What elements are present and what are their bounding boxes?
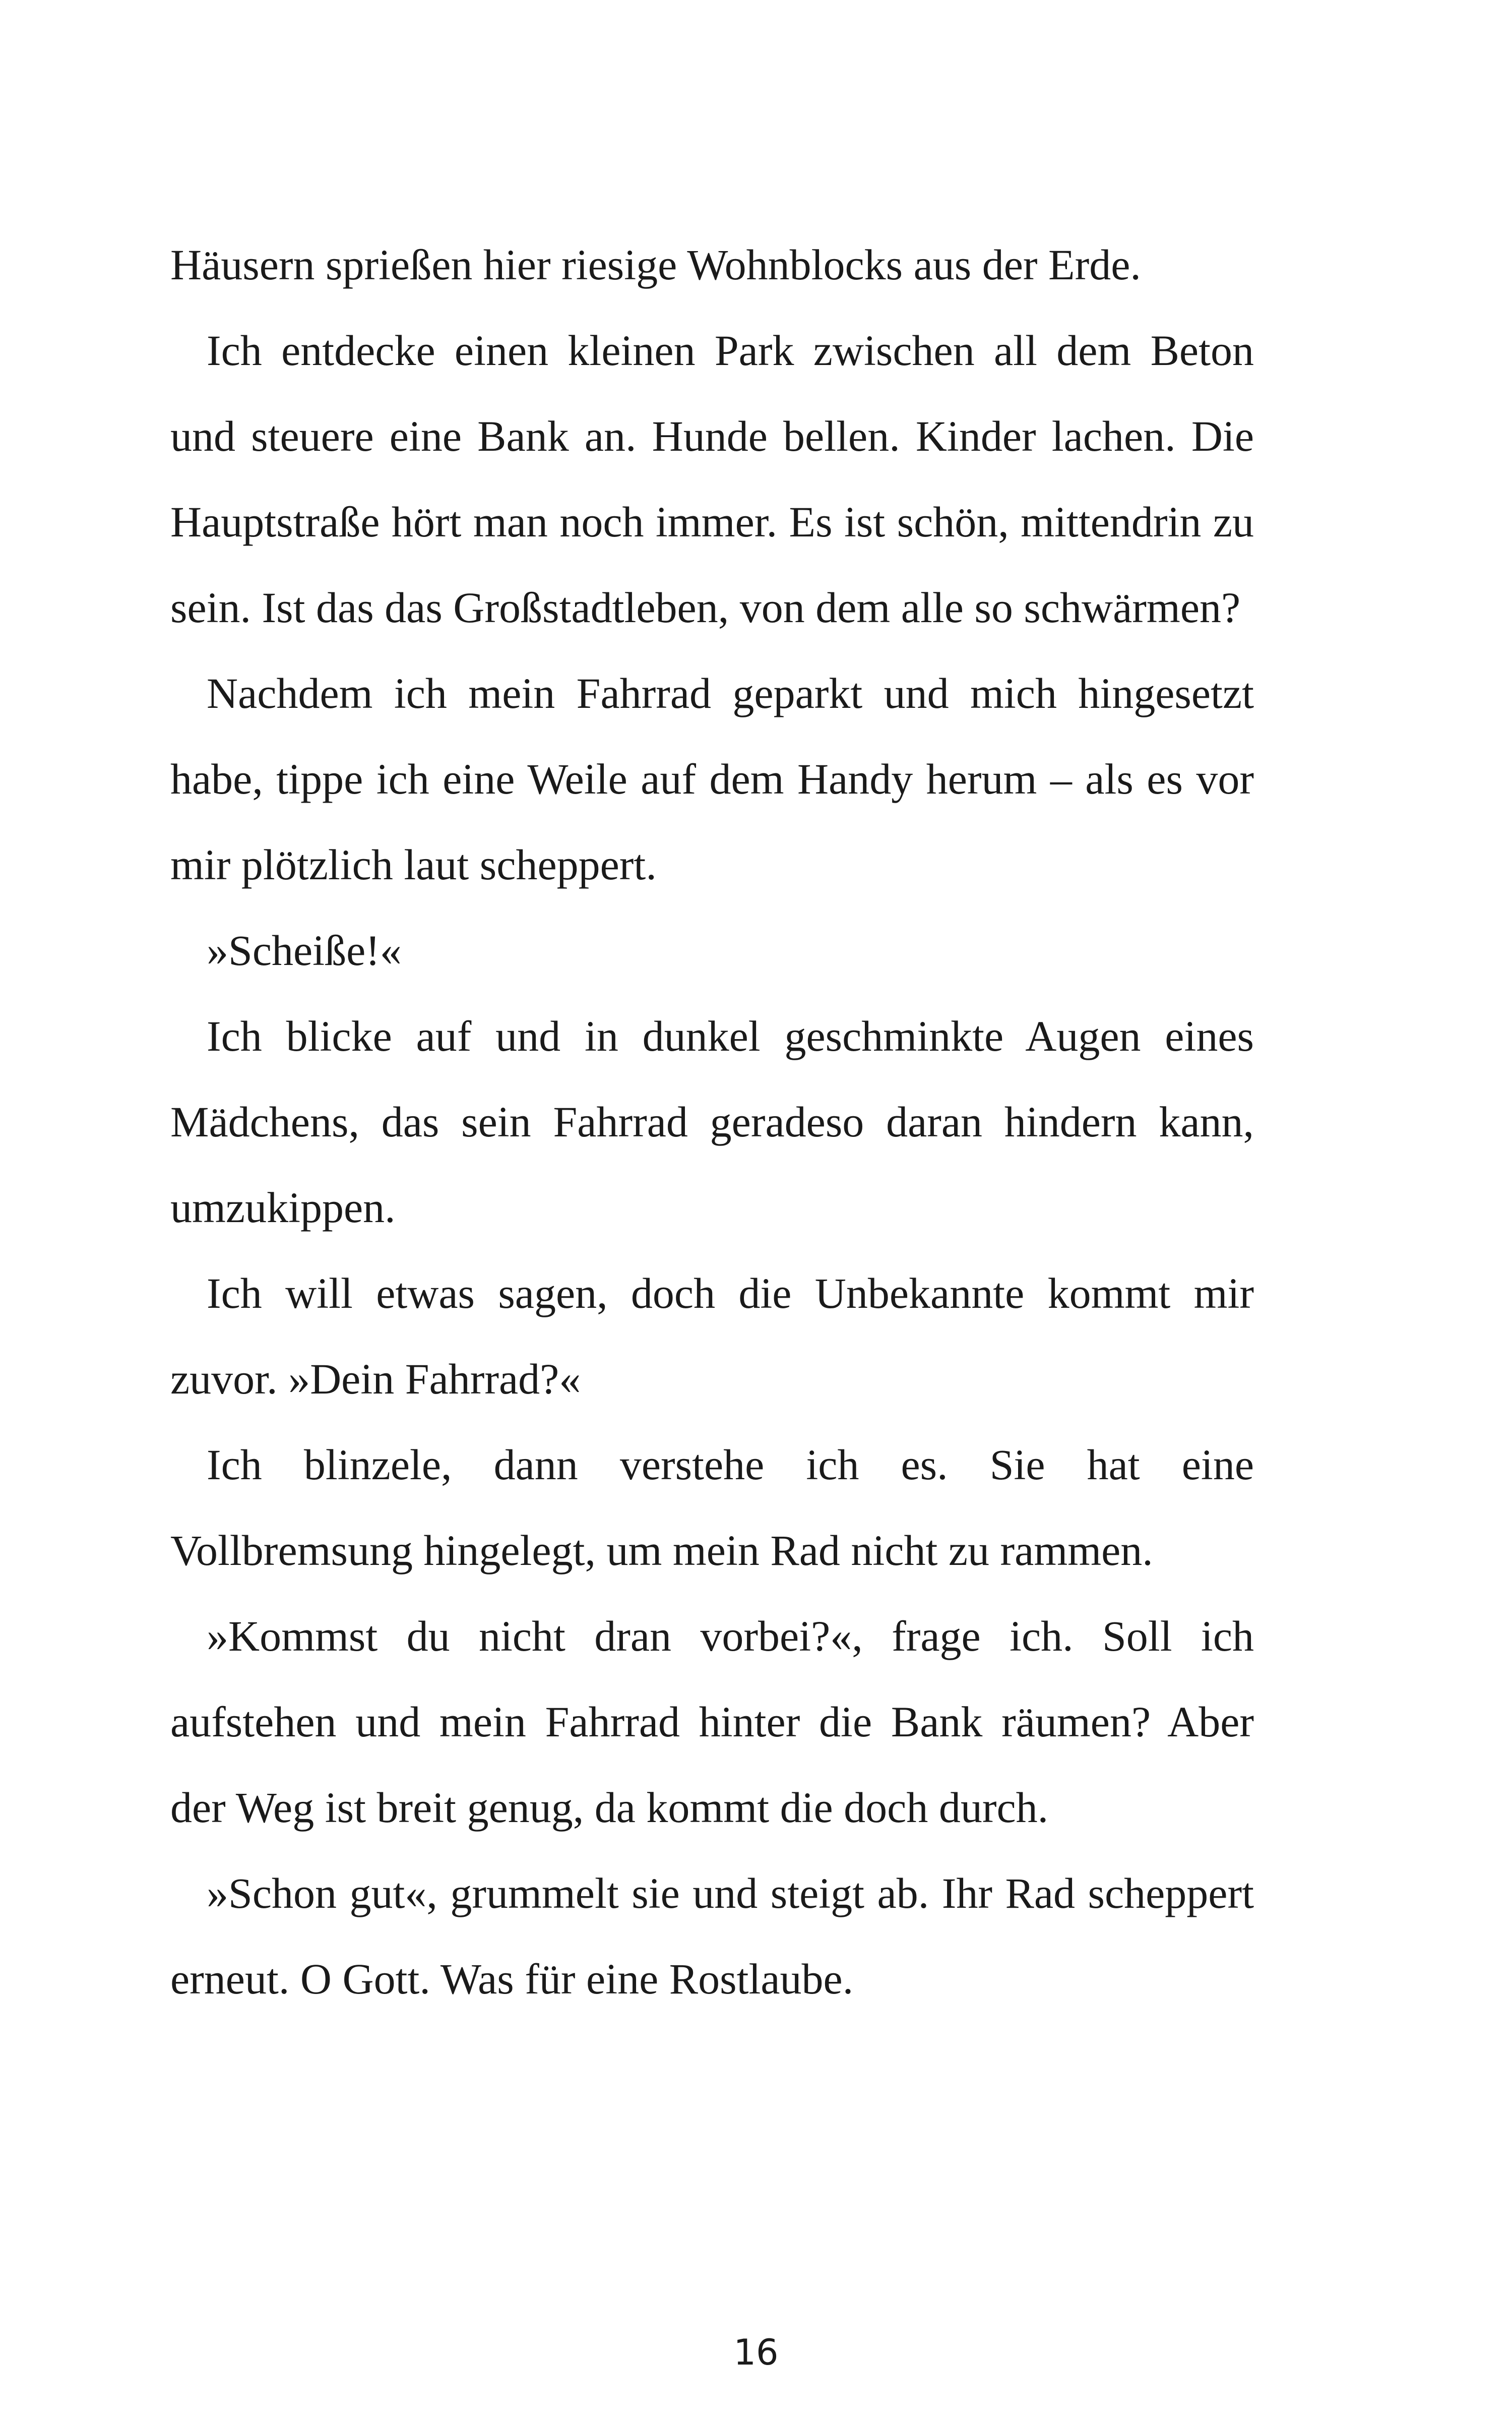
paragraph-5: Ich blicke auf und in dunkel geschminkte Augen eines Mädchens, das sein Fahrrad geradeso daran hindern kann, umzukippen. bbox=[170, 1012, 1254, 1232]
paragraph-3: Nachdem ich mein Fahrrad geparkt und mich hingesetzt habe, tippe ich eine Weile auf dem Handy herum – als es vor mir plötzlich laut scheppert. bbox=[170, 669, 1254, 889]
body-text bbox=[170, 222, 1254, 2022]
paragraph-8: »Kommst du nicht dran vorbei?«, frage ich. Soll ich aufstehen und mein Fahrrad hinter die Bank räumen? Aber der Weg ist breit genug, da kommt die doch durch. bbox=[170, 1612, 1254, 1832]
paragraph-7: Ich blinzele, dann verstehe ich es. Sie hat eine Vollbremsung hingelegt, um mein Rad nicht zu rammen. bbox=[170, 1440, 1254, 1575]
paragraph-1: Häusern sprießen hier riesige Wohnblocks aus der Erde. bbox=[170, 240, 1141, 289]
paragraph-9: »Schon gut«, grummelt sie und steigt ab. Ihr Rad scheppert erneut. O Gott. Was für eine Rostlaube. bbox=[170, 1869, 1254, 2003]
page-number: 16 bbox=[733, 2332, 779, 2373]
paragraph-2: Ich entdecke einen kleinen Park zwischen all dem Beton und steuere eine Bank an. Hunde bellen. Kinder lachen. Die Hauptstraße hört man noch immer. Es ist schön, mittendrin zu sein. Ist das das Großstadtleben, von dem alle so schwärmen? bbox=[170, 326, 1254, 632]
paragraph-6: Ich will etwas sagen, doch die Unbekannte kommt mir zuvor. »Dein Fahrrad?« bbox=[170, 1269, 1254, 1403]
paragraph-4: »Scheiße!« bbox=[207, 926, 402, 975]
